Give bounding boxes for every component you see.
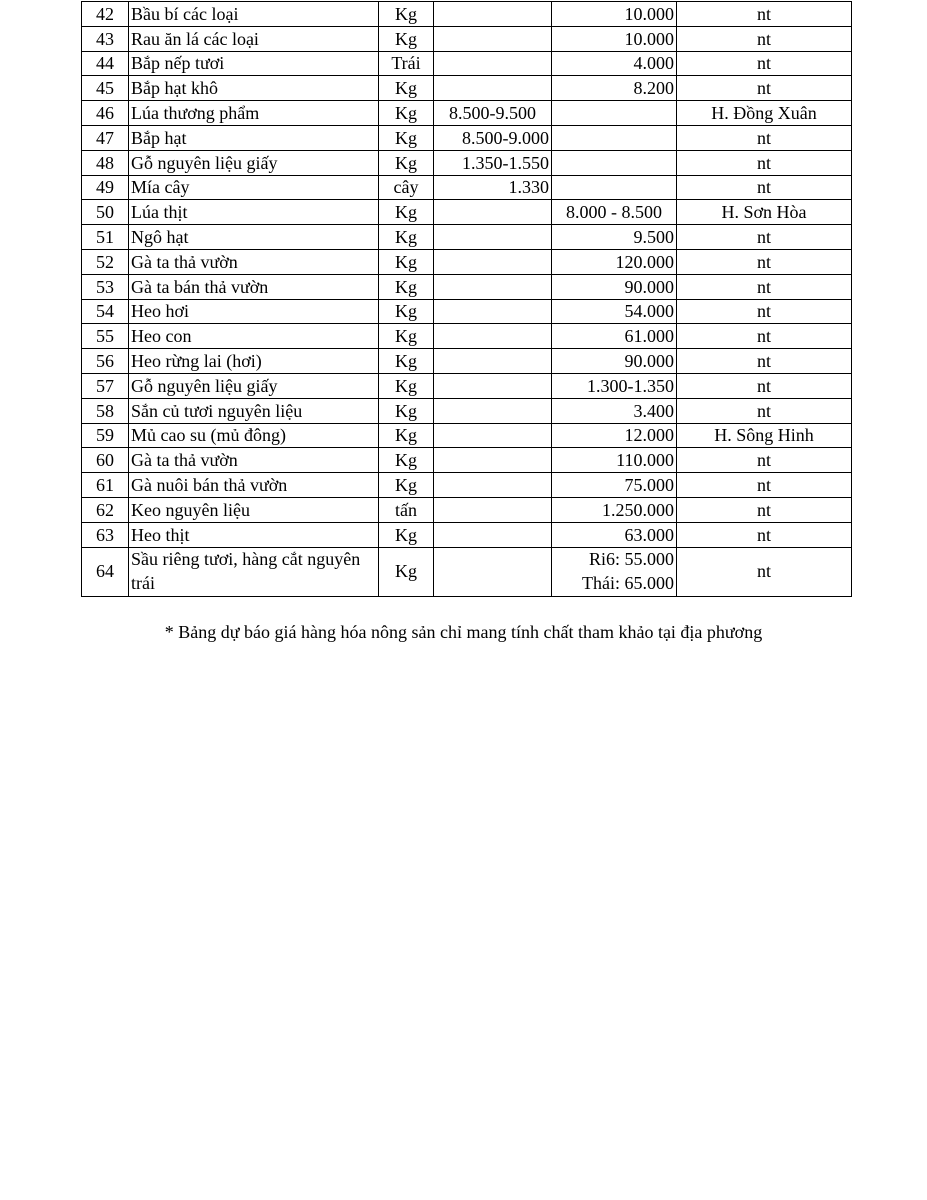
table-row: [82, 200, 852, 225]
price-2: 4.000: [552, 51, 677, 76]
price-1: [434, 2, 552, 27]
item-name: Heo hơi: [129, 299, 379, 324]
unit: Kg: [379, 150, 434, 175]
price-1: [434, 299, 552, 324]
price-table: [81, 1, 852, 597]
row-number: 43: [82, 26, 129, 51]
region-note: nt: [677, 398, 852, 423]
unit: Kg: [379, 200, 434, 225]
region-note: nt: [677, 299, 852, 324]
price-2: 12.000: [552, 423, 677, 448]
item-name: Bắp nếp tươi: [129, 51, 379, 76]
item-name: Gà ta thả vườn: [129, 249, 379, 274]
price-1: [434, 76, 552, 101]
price-2: 110.000: [552, 448, 677, 473]
price-2: 63.000: [552, 522, 677, 547]
unit: Kg: [379, 522, 434, 547]
item-name: Bắp hạt khô: [129, 76, 379, 101]
row-number: 54: [82, 299, 129, 324]
region-note: nt: [677, 349, 852, 374]
item-name: Rau ăn lá các loại: [129, 26, 379, 51]
region-note: nt: [677, 497, 852, 522]
region-note: nt: [677, 125, 852, 150]
price-1: [434, 349, 552, 374]
unit: Kg: [379, 349, 434, 374]
unit: Kg: [379, 76, 434, 101]
item-name: Gỗ nguyên liệu giấy: [129, 150, 379, 175]
row-number: 51: [82, 225, 129, 250]
unit: Kg: [379, 2, 434, 27]
price-1: [434, 522, 552, 547]
table-row: [82, 76, 852, 101]
unit: Kg: [379, 423, 434, 448]
row-number: 57: [82, 373, 129, 398]
unit: Kg: [379, 398, 434, 423]
price-1: [434, 473, 552, 498]
unit: Kg: [379, 324, 434, 349]
region-note: nt: [677, 175, 852, 200]
table-row: [82, 101, 852, 126]
item-name: Bầu bí các loại: [129, 2, 379, 27]
unit: Kg: [379, 101, 434, 126]
price-2: 90.000: [552, 274, 677, 299]
region-note: nt: [677, 225, 852, 250]
region-note: nt: [677, 26, 852, 51]
row-number: 61: [82, 473, 129, 498]
price-2: 61.000: [552, 324, 677, 349]
unit: Kg: [379, 125, 434, 150]
item-name: Sầu riêng tươi, hàng cắt nguyên trái: [129, 547, 379, 596]
price-2: [552, 101, 677, 126]
price-2: 8.000 - 8.500: [552, 200, 677, 225]
row-number: 53: [82, 274, 129, 299]
item-name: Heo rừng lai (hơi): [129, 349, 379, 374]
item-name: Mía cây: [129, 175, 379, 200]
unit: Kg: [379, 547, 434, 596]
table-row: [82, 299, 852, 324]
row-number: 44: [82, 51, 129, 76]
price-2: [552, 150, 677, 175]
row-number: 48: [82, 150, 129, 175]
row-number: 63: [82, 522, 129, 547]
price-2: 1.250.000: [552, 497, 677, 522]
price-2-line: Ri6: 55.000: [588, 548, 674, 569]
row-number: 64: [82, 547, 129, 596]
price-1: [434, 51, 552, 76]
price-1: [434, 448, 552, 473]
footnote: * Bảng dự báo giá hàng hóa nông sản chỉ mang tính chất tham khảo tại địa phương: [164, 622, 763, 642]
price-1: [434, 225, 552, 250]
price-2: 9.500: [552, 225, 677, 250]
unit: Trái: [379, 51, 434, 76]
table-row: [82, 497, 852, 522]
item-name: Lúa thương phẩm: [129, 101, 379, 126]
price-2: 54.000: [552, 299, 677, 324]
price-1: 1.350-1.550: [434, 150, 552, 175]
table-row: [82, 51, 852, 76]
region-note: nt: [677, 547, 852, 596]
row-number: 46: [82, 101, 129, 126]
price-1: [434, 324, 552, 349]
price-2: [552, 125, 677, 150]
region-note: nt: [677, 473, 852, 498]
table-row: [82, 249, 852, 274]
region-note: nt: [677, 373, 852, 398]
unit: Kg: [379, 299, 434, 324]
price-1: [434, 398, 552, 423]
price-1: 8.500-9.500: [434, 101, 552, 126]
table-row: [82, 26, 852, 51]
item-name: Gà nuôi bán thả vườn: [129, 473, 379, 498]
price-1: [434, 26, 552, 51]
region-note: nt: [677, 274, 852, 299]
table-row: [82, 225, 852, 250]
price-1: [434, 373, 552, 398]
price-2: 8.200: [552, 76, 677, 101]
table-row: [82, 522, 852, 547]
row-number: 50: [82, 200, 129, 225]
table-row: [82, 373, 852, 398]
row-number: 62: [82, 497, 129, 522]
region-note: nt: [677, 76, 852, 101]
item-name: Heo con: [129, 324, 379, 349]
item-name: Ngô hạt: [129, 225, 379, 250]
table-row: [82, 423, 852, 448]
row-number: 52: [82, 249, 129, 274]
price-2: 3.400: [552, 398, 677, 423]
row-number: 58: [82, 398, 129, 423]
item-name: Bắp hạt: [129, 125, 379, 150]
unit: Kg: [379, 473, 434, 498]
price-2: [552, 547, 677, 596]
price-1: [434, 423, 552, 448]
row-number: 59: [82, 423, 129, 448]
unit: Kg: [379, 373, 434, 398]
region-note: nt: [677, 522, 852, 547]
price-2: 10.000: [552, 26, 677, 51]
price-2-line: Thái: 65.000: [582, 572, 674, 593]
price-2: 90.000: [552, 349, 677, 374]
item-name: Gà ta thả vườn: [129, 448, 379, 473]
region-note: H. Sông Hinh: [677, 423, 852, 448]
unit: Kg: [379, 225, 434, 250]
price-2: 10.000: [552, 2, 677, 27]
table-row: [82, 274, 852, 299]
table-row: [82, 448, 852, 473]
table-row: [82, 2, 852, 27]
row-number: 56: [82, 349, 129, 374]
row-number: 49: [82, 175, 129, 200]
unit: Kg: [379, 448, 434, 473]
table-row: [82, 125, 852, 150]
region-note: nt: [677, 448, 852, 473]
price-1: [434, 249, 552, 274]
unit: Kg: [379, 249, 434, 274]
price-1: [434, 274, 552, 299]
price-2: 1.300-1.350: [552, 373, 677, 398]
table-row: [82, 324, 852, 349]
unit: Kg: [379, 26, 434, 51]
region-note: H. Sơn Hòa: [677, 200, 852, 225]
item-name: Gỗ nguyên liệu giấy: [129, 373, 379, 398]
table-row: [82, 150, 852, 175]
item-name: Mủ cao su (mủ đông): [129, 423, 379, 448]
region-note: nt: [677, 51, 852, 76]
region-note: nt: [677, 249, 852, 274]
price-1: 8.500-9.000: [434, 125, 552, 150]
region-note: nt: [677, 324, 852, 349]
item-name: Sắn củ tươi nguyên liệu: [129, 398, 379, 423]
unit: Kg: [379, 274, 434, 299]
table-row: [82, 547, 852, 596]
unit: tấn: [379, 497, 434, 522]
table-row: [82, 175, 852, 200]
item-name: Heo thịt: [129, 522, 379, 547]
item-name: Gà ta bán thả vườn: [129, 274, 379, 299]
table-row: [82, 473, 852, 498]
row-number: 42: [82, 2, 129, 27]
row-number: 45: [82, 76, 129, 101]
price-1: 1.330: [434, 175, 552, 200]
price-1: [434, 200, 552, 225]
table-body: [82, 2, 852, 597]
price-2: 120.000: [552, 249, 677, 274]
table-row: [82, 349, 852, 374]
region-note: nt: [677, 2, 852, 27]
row-number: 55: [82, 324, 129, 349]
price-1: [434, 547, 552, 596]
item-name: Keo nguyên liệu: [129, 497, 379, 522]
region-note: nt: [677, 150, 852, 175]
item-name: Lúa thịt: [129, 200, 379, 225]
price-2: 75.000: [552, 473, 677, 498]
region-note: H. Đồng Xuân: [677, 101, 852, 126]
table-row: [82, 398, 852, 423]
price-2: [552, 175, 677, 200]
row-number: 47: [82, 125, 129, 150]
row-number: 60: [82, 448, 129, 473]
unit: cây: [379, 175, 434, 200]
price-1: [434, 497, 552, 522]
